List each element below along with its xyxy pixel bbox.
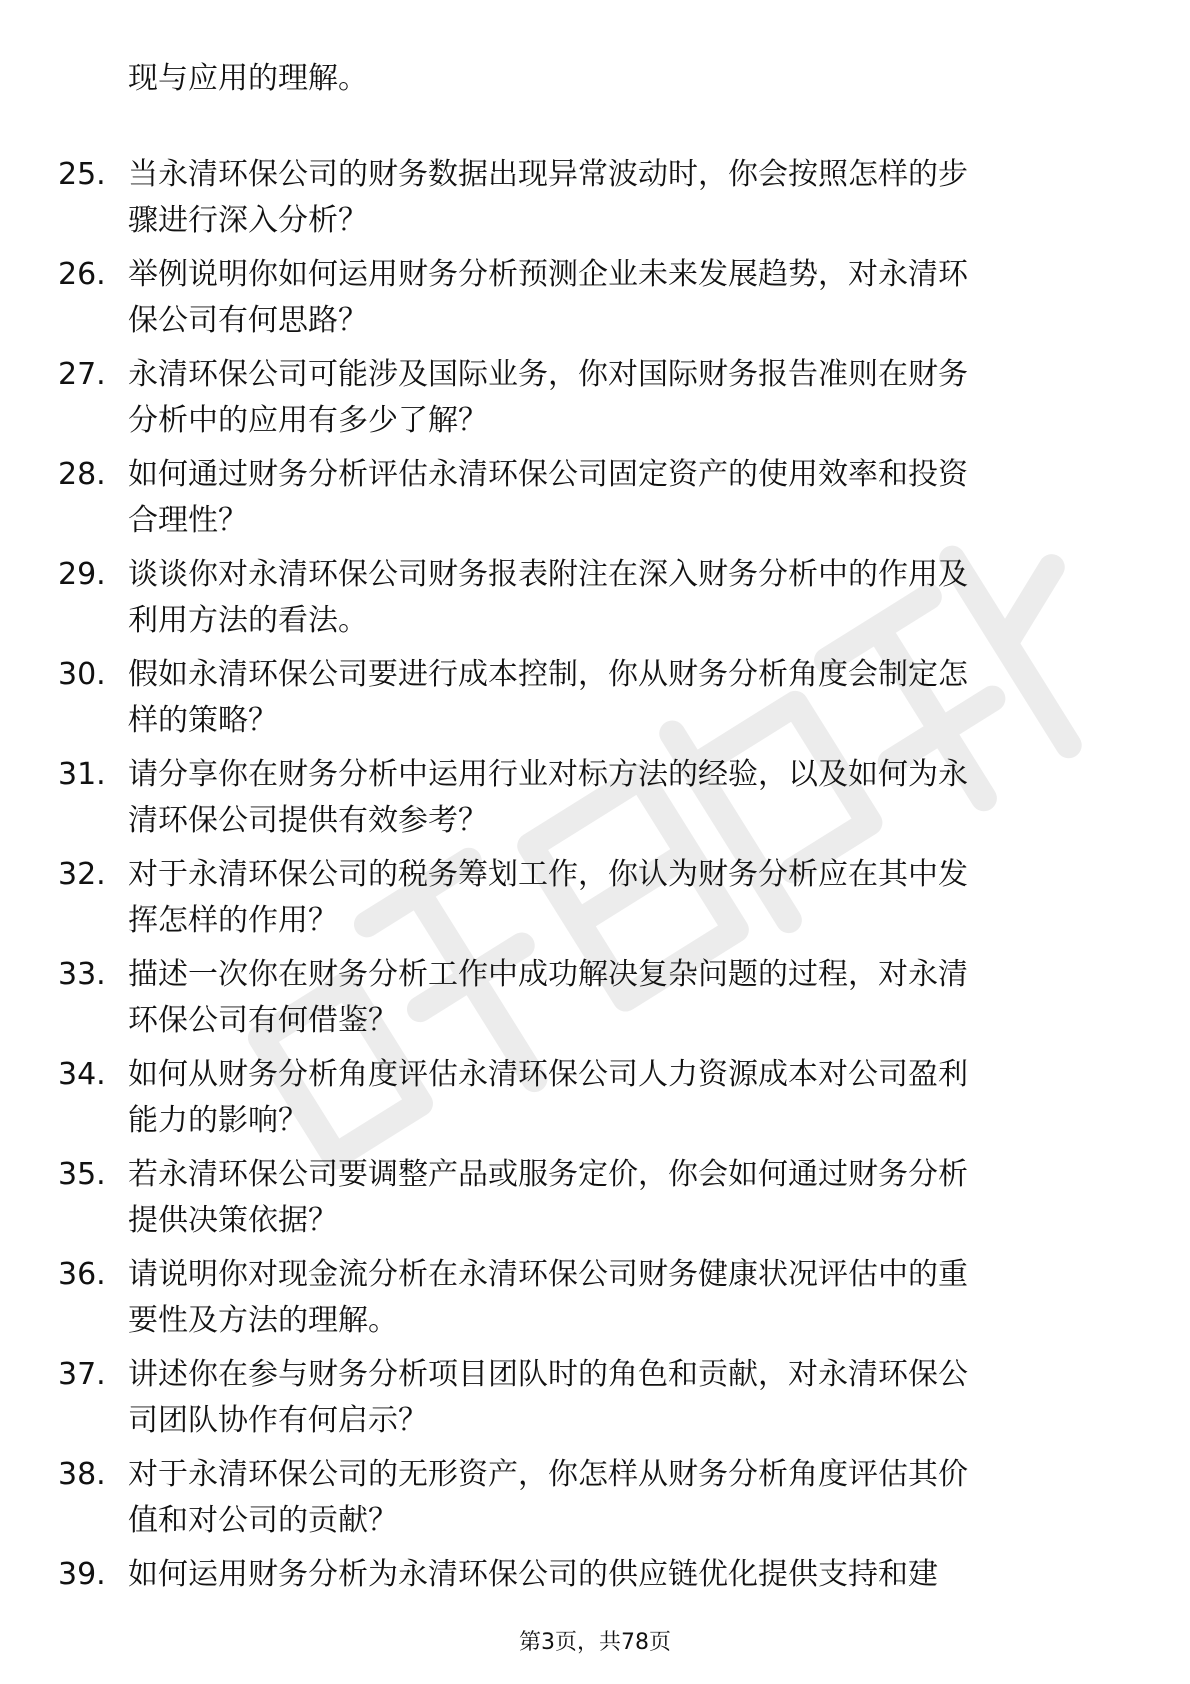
question-text-line: 环保公司有何借鉴？ [128,1003,398,1038]
question-item [0,952,1190,1052]
question-text-line: 值和对公司的贡献？ [128,1503,398,1538]
question-item [0,752,1190,852]
question-list [0,152,1190,1652]
question-number: 38. [58,1457,106,1492]
question-text-line: 分析中的应用有多少了解？ [128,403,488,438]
question-text-line: 司团队协作有何启示？ [128,1403,428,1438]
question-text-line: 如何从财务分析角度评估永清环保公司人力资源成本对公司盈利 [128,1057,968,1092]
question-number: 37. [58,1357,106,1392]
question-text [128,852,1118,944]
question-text-line: 清环保公司提供有效参考？ [128,803,488,838]
question-text [128,252,1118,344]
question-number: 29. [58,557,106,592]
question-number: 31. [58,757,106,792]
question-item [0,852,1190,952]
question-text-line: 提供决策依据？ [128,1203,338,1238]
question-text [128,1252,1118,1344]
question-text-line: 描述一次你在财务分析工作中成功解决复杂问题的过程，对永清 [128,957,968,992]
page-footer: 第3页，共78页 [519,1630,671,1655]
question-item [0,152,1190,252]
question-text-line: 样的策略？ [128,703,278,738]
question-number: 26. [58,257,106,292]
question-text [128,952,1118,1044]
question-item [0,1152,1190,1252]
question-text [128,1452,1118,1544]
question-text [128,152,1118,244]
question-text-line: 保公司有何思路？ [128,303,368,338]
question-text [128,352,1118,444]
question-number: 32. [58,857,106,892]
question-text [128,1052,1118,1144]
question-text-line: 骤进行深入分析？ [128,203,368,238]
question-number: 28. [58,457,106,492]
question-text-line: 要性及方法的理解。 [128,1303,398,1338]
question-text-line: 对于永清环保公司的税务筹划工作，你认为财务分析应在其中发 [128,857,968,892]
question-text-line: 若永清环保公司要调整产品或服务定价，你会如何通过财务分析 [128,1157,968,1192]
question-text-line: 讲述你在参与财务分析项目团队时的角色和贡献，对永清环保公 [128,1357,968,1392]
question-text-line: 能力的影响？ [128,1103,308,1138]
document-body [0,56,1190,1652]
question-item [0,652,1190,752]
question-item [0,252,1190,352]
question-number: 30. [58,657,106,692]
question-text-line: 假如永清环保公司要进行成本控制，你从财务分析角度会制定怎 [128,657,968,692]
question-item [0,1352,1190,1452]
question-number: 35. [58,1157,106,1192]
question-item [0,452,1190,552]
question-text-line: 举例说明你如何运用财务分析预测企业未来发展趋势，对永清环 [128,257,968,292]
question-item [0,1452,1190,1552]
question-number: 27. [58,357,106,392]
question-text-line: 如何通过财务分析评估永清环保公司固定资产的使用效率和投资 [128,457,968,492]
question-text-line: 利用方法的看法。 [128,603,368,638]
question-text [128,652,1118,744]
question-number: 39. [58,1557,106,1592]
question-item [0,1252,1190,1352]
question-text-line: 合理性？ [128,503,248,538]
question-text [128,452,1118,544]
question-text [128,752,1118,844]
question-item [0,352,1190,452]
question-text-line: 如何运用财务分析为永清环保公司的供应链优化提供支持和建 [128,1557,938,1592]
question-item [0,1052,1190,1152]
continuation-text: 现与应用的理解。 [128,61,368,96]
question-item [0,552,1190,652]
question-text-line: 当永清环保公司的财务数据出现异常波动时，你会按照怎样的步 [128,157,968,192]
question-text [128,552,1118,644]
question-text [128,1152,1118,1244]
question-text-line: 请说明你对现金流分析在永清环保公司财务健康状况评估中的重 [128,1257,968,1292]
question-number: 25. [58,157,106,192]
question-number: 36. [58,1257,106,1292]
question-text-line: 对于永清环保公司的无形资产，你怎样从财务分析角度评估其价 [128,1457,968,1492]
question-text [128,1352,1118,1444]
question-number: 34. [58,1057,106,1092]
question-text [128,1552,1118,1598]
question-text-line: 谈谈你对永清环保公司财务报表附注在深入财务分析中的作用及 [128,557,968,592]
question-text-line: 永清环保公司可能涉及国际业务，你对国际财务报告准则在财务 [128,357,968,392]
question-text-line: 挥怎样的作用？ [128,903,338,938]
question-number: 33. [58,957,106,992]
question-text-line: 请分享你在财务分析中运用行业对标方法的经验，以及如何为永 [128,757,968,792]
